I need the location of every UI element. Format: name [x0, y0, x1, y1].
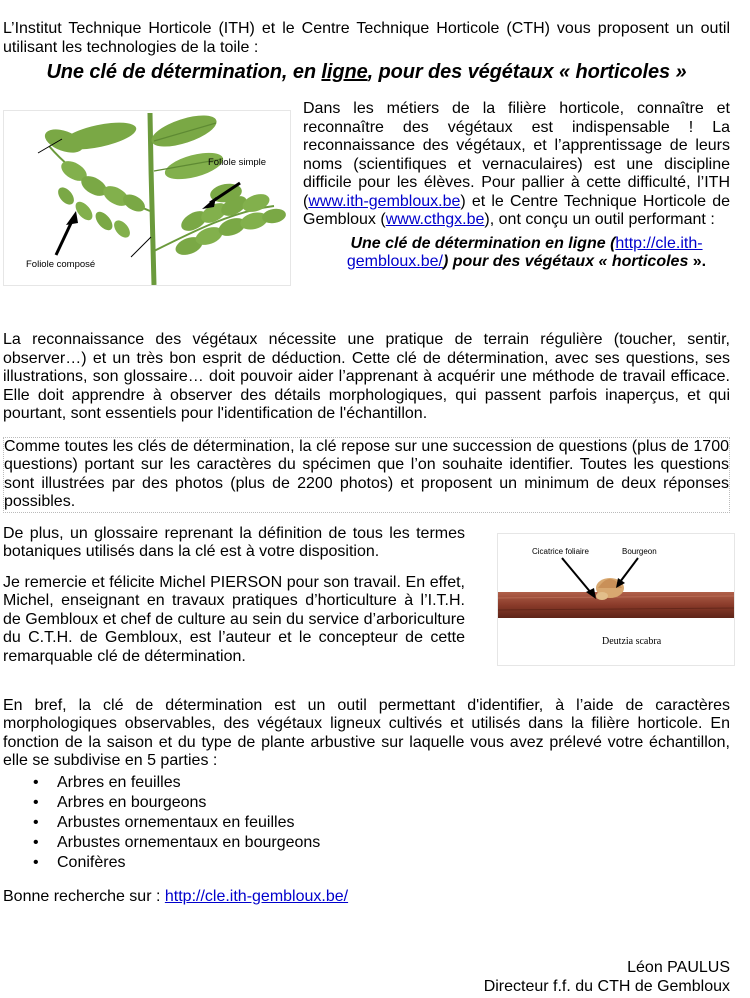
questions-paragraph: Comme toutes les clés de détermination, la clé repose sur une succession de questions (plus de 1700 questions) portant sur les caractères du spécimen que l’on souhaite identifier. Toutes les questions sont illustrées par des photos (plus de 2200 photos) et proposent un minimum de deux réponses possibles. — [3, 437, 730, 513]
branch-illustration — [498, 534, 734, 665]
cthgx-link[interactable]: www.cthgx.be — [385, 211, 485, 228]
ith-link[interactable]: www.ith-gembloux.be — [308, 192, 461, 210]
right-column — [303, 100, 730, 272]
en-bref-paragraph: En bref, la clé de détermination est un outil permettant d'identifier, à l’aide de caractères morphologiques observables, des végétaux ligneux cultivés et utilisés dans la filière horticole. En fonction de la saison et du type de plante arbustive sur laquelle vous avez prélevé votre échantillon, elle se subdivise en 5 parties : — [3, 696, 730, 769]
signature-name: Léon PAULUS — [627, 959, 730, 976]
tool-text-1: Une clé de détermination en ligne ( — [350, 234, 616, 252]
list-item: • Arbustes ornementaux en bourgeons — [33, 833, 730, 853]
signature-title: Directeur f.f. du CTH de Gembloux — [483, 978, 730, 995]
headline — [3, 60, 730, 84]
final-text: Bonne recherche sur : — [3, 887, 165, 905]
final-cle-link[interactable]: http://cle.ith-gembloux.be/ — [164, 887, 349, 905]
thanks-paragraph: Je remercie et félicite Michel PIERSON pour son travail. En effet, Michel, enseignant en travaux pratiques d’horticulture à l’I.T.H. de Gembloux et chef de culture au sein du service d’arboriculture du C.T.H. de Gembloux, est l’auteur et le concepteur de cette remarquable clé de détermination. — [3, 573, 465, 665]
metiers-text-1: Dans les métiers de la filière horticole, connaître et reconnaître des végétaux est indispensable ! La reconnaissance des végétaux, et l’apprentissage de leurs noms (scientifiques et vernaculaires) est une discipline difficile pour les élèves. Pour pallier à cette difficulté, l’ITH ( — [303, 100, 730, 210]
headline-part1: Une clé de détermination, en — [46, 61, 322, 83]
reconnaissance-paragraph: La reconnaissance des végétaux nécessite une pratique de terrain régulière (toucher, sentir, observer…) et un très bon esprit de déduction. Cette clé de détermination, avec ses questions, ses illustrations, son glossaire… doit pouvoir aider l’apprenant à acquérir une méthode de travail efficace. Elle doit apprendre à observer des détails morphologiques, qui passent parfois inaperçus, et qui pourtant, sont essentiels pour l'identification de l'échantillon. — [3, 331, 730, 422]
list-item: • Arbres en bourgeons — [33, 793, 730, 813]
tool-text-2: ) pour des végétaux « horticoles — [442, 253, 693, 270]
arrow-compose — [56, 221, 72, 255]
glossary-paragraph: De plus, un glossaire reprenant la définition de tous les termes botaniques utilisés dans la clé est à votre disposition. — [3, 524, 465, 560]
label-cicatrice: Cicatrice foliaire — [532, 546, 589, 556]
document-page — [3, 20, 730, 906]
metiers-text-3: ), ont conçu un outil performant : — [484, 211, 715, 228]
metiers-paragraph — [303, 100, 730, 230]
arrow-cicatrice — [562, 558, 592, 594]
row-figure-text — [3, 100, 730, 314]
headline-underlined: ligne — [321, 61, 368, 83]
list-item: • Arbustes ornementaux en feuilles — [33, 813, 730, 833]
tool-text-3: ». — [692, 253, 707, 270]
pointer-line-bottom — [131, 237, 151, 257]
row-text-figure — [3, 525, 730, 685]
cle-link[interactable]: http://cle.ith-gembloux.be/ — [346, 234, 703, 270]
list-item: • Conifères — [33, 853, 730, 873]
headline-part2: , pour des végétaux « horticoles » — [367, 61, 687, 83]
list-item: • Arbres en feuilles — [33, 773, 730, 793]
label-bourgeon: Bourgeon — [622, 546, 657, 556]
label-foliole-simple: Foliole simple — [208, 157, 267, 168]
leaf-illustration — [4, 111, 290, 285]
left-column — [3, 525, 465, 667]
signature-block — [484, 958, 730, 996]
leaf-figure — [3, 110, 291, 286]
metiers-text-2: ) et le Centre Technique Horticole de Gembloux ( — [303, 192, 730, 228]
tool-line — [303, 235, 730, 272]
figure-caption: Deutzia scabra — [602, 635, 662, 647]
final-line — [3, 888, 730, 907]
intro-paragraph: L’Institut Technique Horticole (ITH) et le Centre Technique Horticole (CTH) vous proposent un outil utilisant les technologies de la toile : — [3, 20, 730, 56]
parts-list — [3, 773, 730, 874]
arrow-bourgeon — [620, 558, 638, 582]
branch-figure — [497, 533, 735, 666]
label-foliole-compose: Foliole composé — [26, 259, 96, 270]
